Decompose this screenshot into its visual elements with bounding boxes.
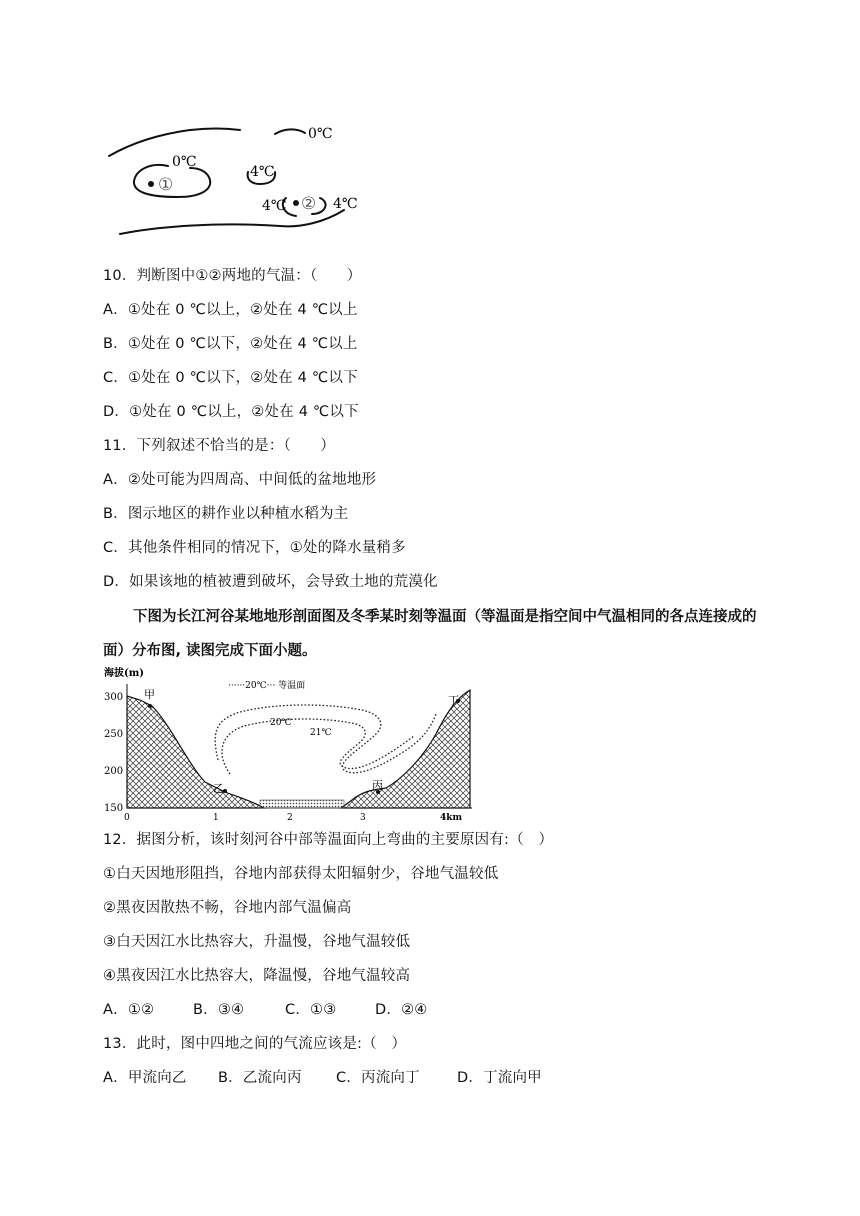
question-13-option-c: C．丙流向丁	[336, 1070, 420, 1086]
isotherm-line-top-right	[275, 129, 305, 134]
label-mark-2: ②	[301, 194, 317, 214]
question-13-stem: 13．此时，图中四地之间的气流应该是:（ ）	[103, 1036, 407, 1052]
point-2-dot	[293, 200, 299, 206]
y-tick-300: 300	[104, 692, 124, 703]
isotherm-21c-label: 21℃	[310, 728, 332, 738]
question-11-option-a: A．②处可能为四周高、中间低的盆地地形	[103, 472, 377, 488]
question-13-option-b: B．乙流向丙	[218, 1070, 302, 1086]
label-left-4c: 4℃	[262, 198, 287, 214]
terrain-right-slope	[341, 690, 470, 808]
question-10-stem: 10．判断图中①②两地的气温：（ ）	[103, 268, 362, 284]
question-11-option-d: D．如果该地的植被遭到破坏，会导致土地的荒漠化	[103, 574, 438, 590]
question-13-option-a: A．甲流向乙	[103, 1070, 187, 1086]
question-12-option-d: D．②④	[375, 1002, 428, 1018]
x-tick-0: 0	[124, 813, 130, 822]
question-12-statement-3: ③白天因江水比热容大，升温慢，谷地气温较低	[103, 934, 411, 950]
valley-profile-figure	[100, 664, 482, 822]
label-right-4c: 4℃	[333, 196, 358, 212]
label-top-right-0c: 0℃	[308, 126, 333, 142]
point-jia-label: 甲	[144, 688, 155, 701]
y-tick-250: 250	[104, 729, 124, 740]
section-intro: 下图为长江河谷某地地形剖面图及冬季某时刻等温面（等温面是指空间中气温相同的各点连接成的面）分布图, 读图完成下面小题。	[103, 609, 757, 659]
x-tick-1: 1	[213, 813, 219, 822]
label-middle-4c: 4℃	[250, 164, 275, 180]
question-12-statement-2: ②黑夜因散热不畅，谷地内部气温偏高	[103, 900, 352, 916]
question-12-statement-1: ①白天因地形阻挡，谷地内部获得太阳辐射少，谷地气温较低	[103, 866, 499, 882]
question-12-stem: 12．据图分析，该时刻河谷中部等温面向上弯曲的主要原因有:（ ）	[103, 832, 554, 848]
isotherm-20c-label: 20℃	[270, 718, 292, 728]
question-12-option-a: A．①②	[103, 1002, 155, 1018]
y-tick-200: 200	[104, 766, 124, 777]
y-tick-150: 150	[104, 803, 124, 814]
question-10-option-c: C．①处在 0 ℃以下，②处在 4 ℃以下	[103, 370, 358, 386]
isotherm-sketch-figure	[100, 118, 380, 240]
question-10-option-a: A．①处在 0 ℃以上，②处在 4 ℃以上	[103, 302, 358, 318]
label-mark-1: ①	[158, 175, 174, 195]
point-1-dot	[148, 181, 154, 187]
x-tick-3: 3	[360, 813, 366, 822]
question-12-option-c: C．①③	[285, 1002, 337, 1018]
question-11-option-c: C．其他条件相同的情况下，①处的降水量稍多	[103, 540, 406, 556]
question-11-stem: 11．下列叙述不恰当的是：（ ）	[103, 438, 336, 454]
legend-isotherm: ······20℃··· 等温面	[228, 681, 306, 691]
question-12-option-b: B．③④	[193, 1002, 245, 1018]
label-left-0c: 0℃	[172, 154, 197, 170]
question-11-option-b: B．图示地区的耕作业以种植水稻为主	[103, 506, 349, 522]
point-yi-label: 乙	[213, 782, 224, 795]
question-10-option-d: D．①处在 0 ℃以上，②处在 4 ℃以下	[103, 404, 359, 420]
point-jia-dot	[148, 704, 152, 708]
river-water	[260, 800, 344, 808]
x-tick-2: 2	[287, 813, 293, 822]
point-bing-label: 丙	[372, 779, 383, 792]
question-12-statement-4: ④黑夜因江水比热容大，降温慢，谷地气温较高	[103, 968, 411, 984]
point-ding-label: 丁	[448, 694, 459, 707]
y-axis-label: 海拔(m)	[104, 668, 145, 679]
terrain-left-slope	[127, 696, 264, 808]
question-13-option-d: D．丁流向甲	[457, 1070, 542, 1086]
isotherm-20c	[215, 705, 436, 773]
question-10-option-b: B．①处在 0 ℃以下，②处在 4 ℃以上	[103, 336, 358, 352]
isotherm-line-upper	[109, 129, 240, 156]
x-tick-4km: 4km	[440, 813, 463, 822]
